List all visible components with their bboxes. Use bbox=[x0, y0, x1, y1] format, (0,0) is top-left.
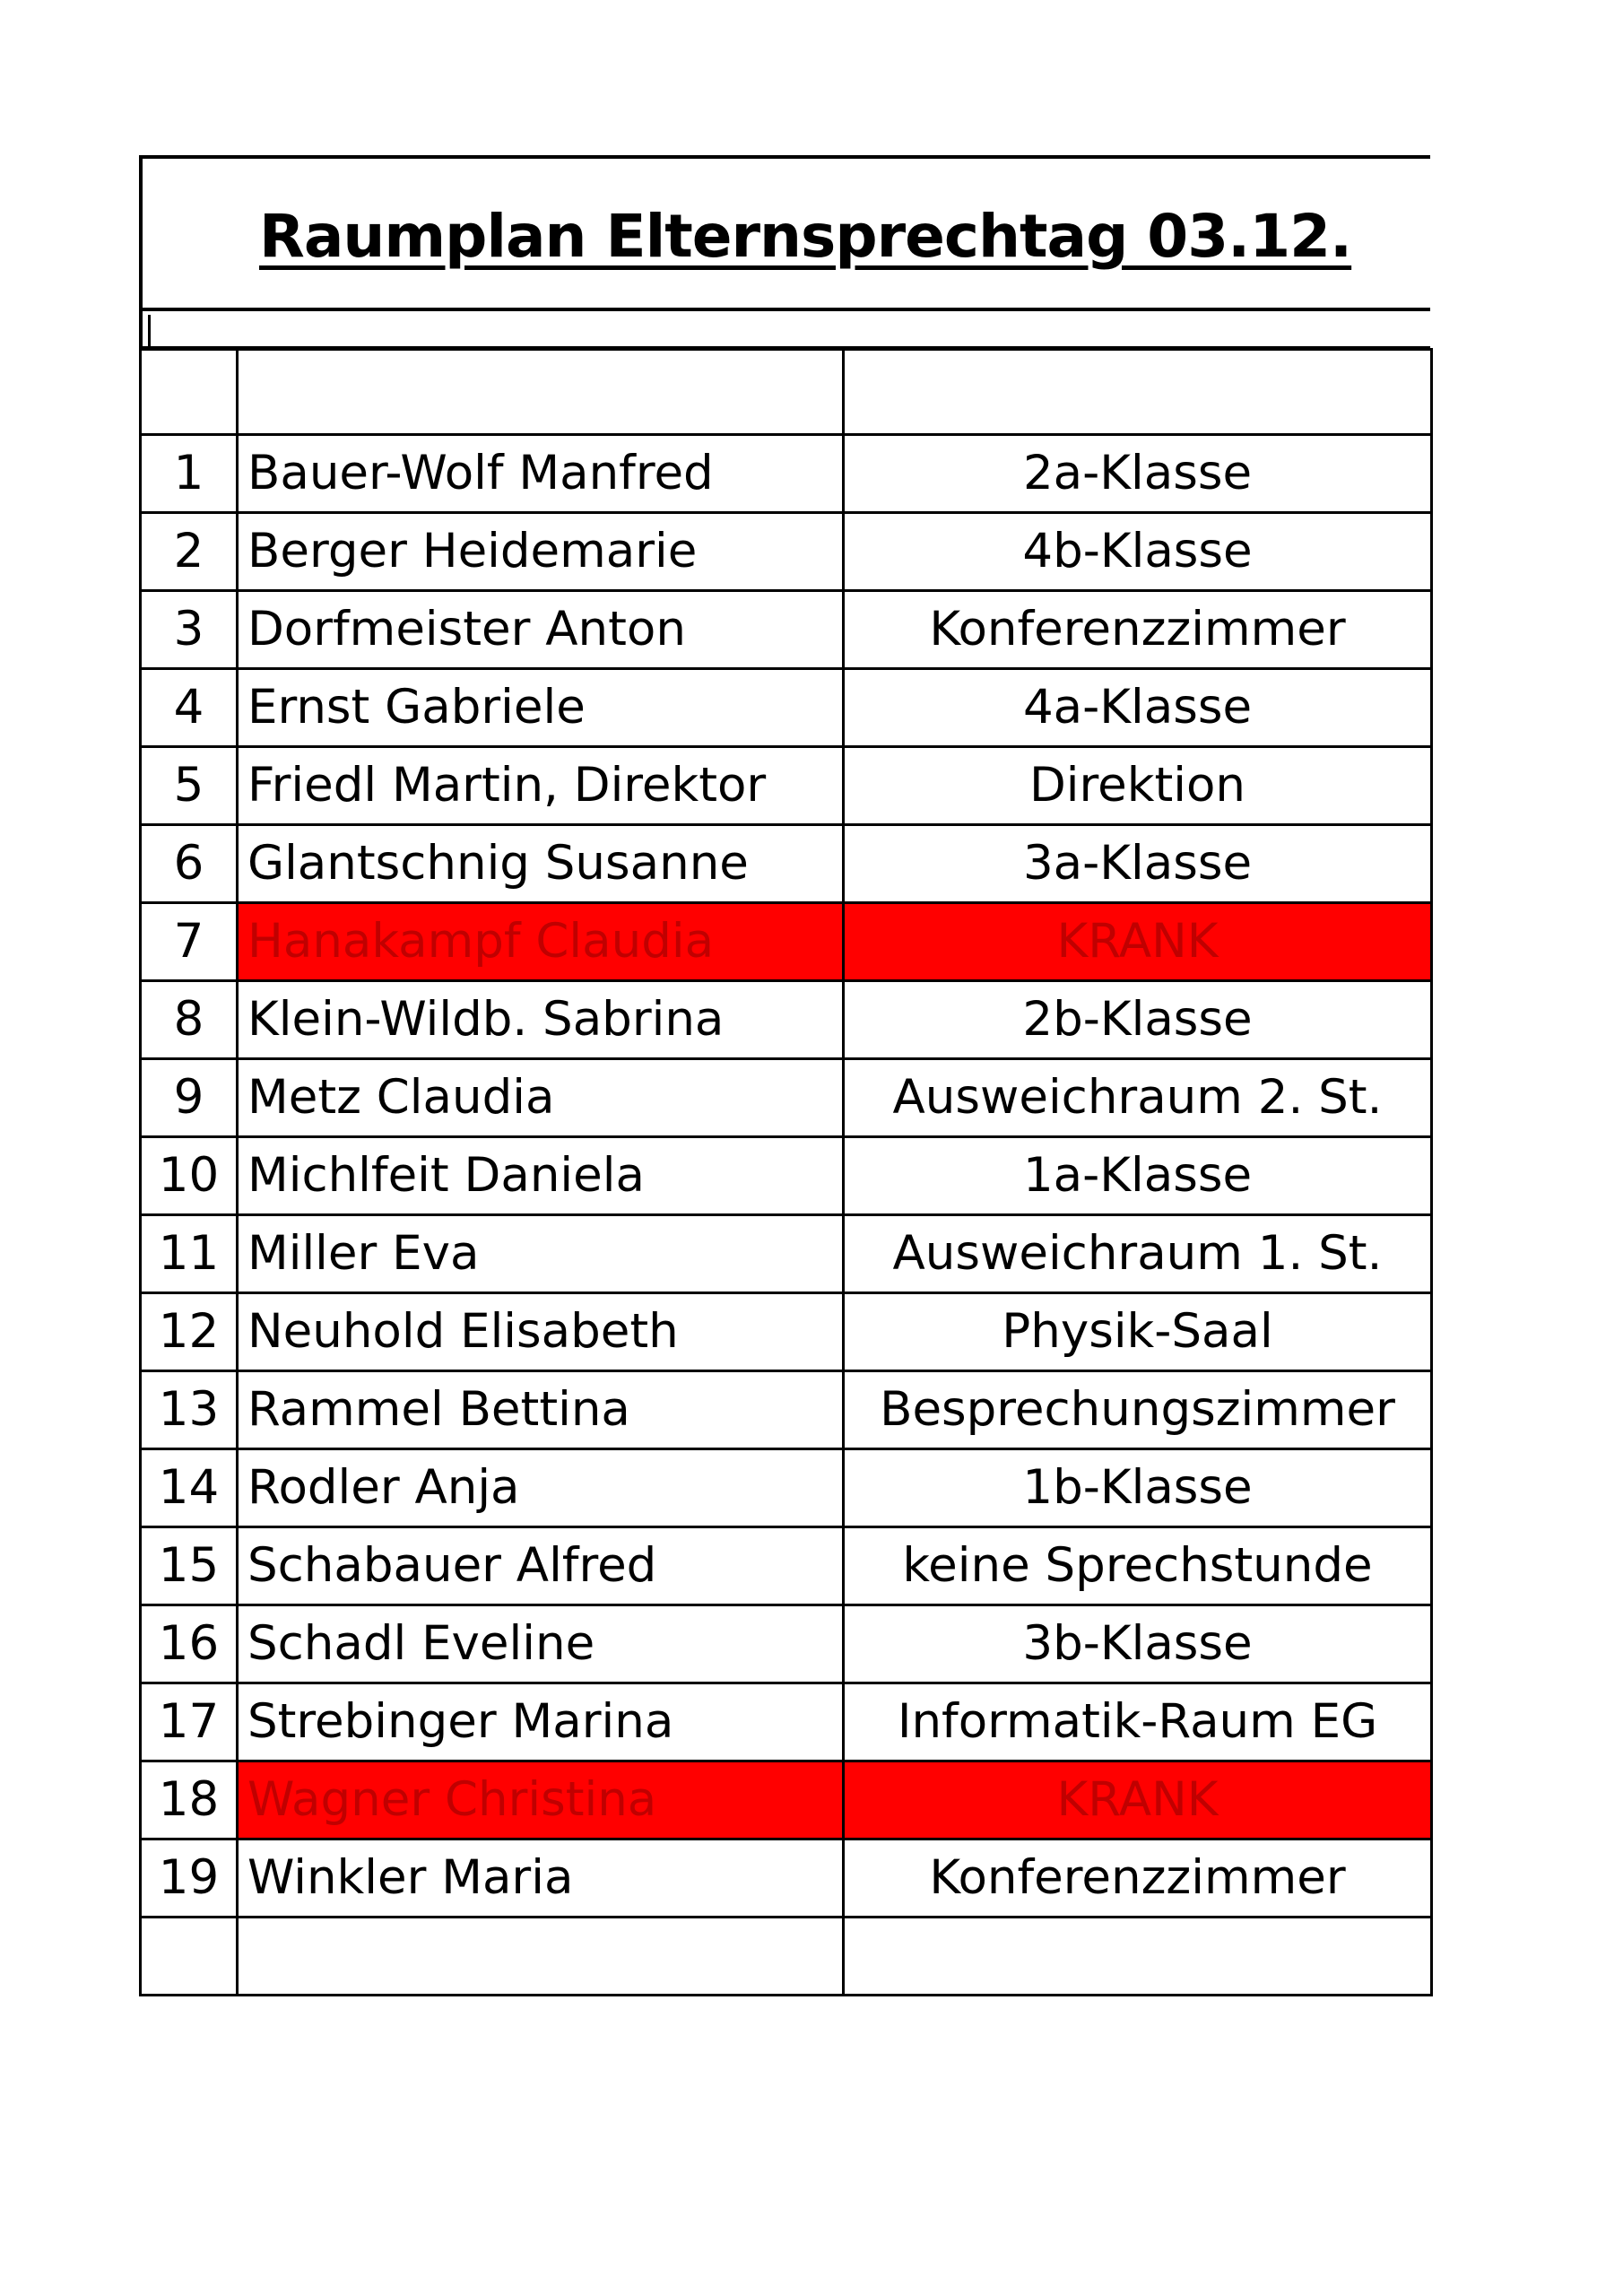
spacer-row bbox=[139, 308, 1430, 348]
header-cell-room bbox=[844, 350, 1432, 435]
room-cell: Konferenzzimmer bbox=[844, 591, 1432, 669]
row-number-cell: 19 bbox=[141, 1839, 238, 1918]
room-cell: KRANK bbox=[844, 1761, 1432, 1839]
teacher-name-cell: Miller Eva bbox=[238, 1215, 844, 1293]
teacher-name-cell: Schabauer Alfred bbox=[238, 1527, 844, 1605]
empty-table-row bbox=[141, 1918, 1432, 1996]
row-number-cell: 7 bbox=[141, 903, 238, 981]
teacher-name-cell: Winkler Maria bbox=[238, 1839, 844, 1918]
empty-cell bbox=[141, 1918, 238, 1996]
teacher-name-cell: Glantschnig Susanne bbox=[238, 825, 844, 903]
teacher-name-cell: Schadl Eveline bbox=[238, 1605, 844, 1683]
table-row bbox=[141, 825, 1432, 903]
table-body bbox=[141, 350, 1432, 1996]
table-row bbox=[141, 513, 1432, 591]
table-row bbox=[141, 435, 1432, 513]
teacher-name-cell: Ernst Gabriele bbox=[238, 669, 844, 747]
teacher-name-cell: Dorfmeister Anton bbox=[238, 591, 844, 669]
room-cell: 4b-Klasse bbox=[844, 513, 1432, 591]
teacher-name-cell: Friedl Martin, Direktor bbox=[238, 747, 844, 825]
room-cell: Ausweichraum 1. St. bbox=[844, 1215, 1432, 1293]
table-row bbox=[141, 1683, 1432, 1761]
table-row bbox=[141, 1605, 1432, 1683]
room-cell: Physik-Saal bbox=[844, 1293, 1432, 1371]
room-cell: 2b-Klasse bbox=[844, 981, 1432, 1059]
row-number-cell: 11 bbox=[141, 1215, 238, 1293]
teacher-name-cell: Strebinger Marina bbox=[238, 1683, 844, 1761]
title-cell bbox=[139, 155, 1430, 308]
row-number-cell: 8 bbox=[141, 981, 238, 1059]
row-number-cell: 15 bbox=[141, 1527, 238, 1605]
table-row bbox=[141, 1137, 1432, 1215]
header-cell-name bbox=[238, 350, 844, 435]
room-cell: 3a-Klasse bbox=[844, 825, 1432, 903]
teacher-name-cell: Neuhold Elisabeth bbox=[238, 1293, 844, 1371]
table-row bbox=[141, 1527, 1432, 1605]
room-cell: 1b-Klasse bbox=[844, 1449, 1432, 1527]
room-cell: keine Sprechstunde bbox=[844, 1527, 1432, 1605]
spreadsheet-page bbox=[139, 155, 1430, 1996]
table-row bbox=[141, 669, 1432, 747]
row-number-cell: 4 bbox=[141, 669, 238, 747]
room-cell: Ausweichraum 2. St. bbox=[844, 1059, 1432, 1137]
table-row bbox=[141, 1371, 1432, 1449]
room-cell: Informatik-Raum EG bbox=[844, 1683, 1432, 1761]
empty-cell bbox=[238, 1918, 844, 1996]
teacher-name-cell: Michlfeit Daniela bbox=[238, 1137, 844, 1215]
row-number-cell: 10 bbox=[141, 1137, 238, 1215]
teacher-name-cell: Wagner Christina bbox=[238, 1761, 844, 1839]
room-cell: 4a-Klasse bbox=[844, 669, 1432, 747]
teacher-name-cell: Berger Heidemarie bbox=[238, 513, 844, 591]
teacher-name-cell: Klein-Wildb. Sabrina bbox=[238, 981, 844, 1059]
table-row bbox=[141, 903, 1432, 981]
table-row bbox=[141, 1839, 1432, 1918]
row-number-cell: 14 bbox=[141, 1449, 238, 1527]
row-number-cell: 5 bbox=[141, 747, 238, 825]
room-cell: Konferenzzimmer bbox=[844, 1839, 1432, 1918]
table-row bbox=[141, 1761, 1432, 1839]
table-header-row bbox=[141, 350, 1432, 435]
table-row bbox=[141, 981, 1432, 1059]
teacher-name-cell: Hanakampf Claudia bbox=[238, 903, 844, 981]
room-cell: 1a-Klasse bbox=[844, 1137, 1432, 1215]
teacher-name-cell: Rammel Bettina bbox=[238, 1371, 844, 1449]
table-row bbox=[141, 747, 1432, 825]
room-cell: 2a-Klasse bbox=[844, 435, 1432, 513]
teacher-name-cell: Metz Claudia bbox=[238, 1059, 844, 1137]
header-cell-number bbox=[141, 350, 238, 435]
teacher-name-cell: Bauer-Wolf Manfred bbox=[238, 435, 844, 513]
room-cell: Direktion bbox=[844, 747, 1432, 825]
room-table bbox=[139, 348, 1433, 1996]
room-cell: Besprechungszimmer bbox=[844, 1371, 1432, 1449]
spacer-cell bbox=[148, 315, 1430, 346]
row-number-cell: 12 bbox=[141, 1293, 238, 1371]
row-number-cell: 1 bbox=[141, 435, 238, 513]
page-title: Raumplan Elternsprechtag 03.12. bbox=[259, 202, 1352, 271]
row-number-cell: 18 bbox=[141, 1761, 238, 1839]
teacher-name-cell: Rodler Anja bbox=[238, 1449, 844, 1527]
table-row bbox=[141, 1215, 1432, 1293]
empty-cell bbox=[844, 1918, 1432, 1996]
row-number-cell: 13 bbox=[141, 1371, 238, 1449]
table-row bbox=[141, 1293, 1432, 1371]
room-cell: KRANK bbox=[844, 903, 1432, 981]
row-number-cell: 2 bbox=[141, 513, 238, 591]
room-cell: 3b-Klasse bbox=[844, 1605, 1432, 1683]
table-row bbox=[141, 591, 1432, 669]
row-number-cell: 16 bbox=[141, 1605, 238, 1683]
row-number-cell: 3 bbox=[141, 591, 238, 669]
row-number-cell: 6 bbox=[141, 825, 238, 903]
table-row bbox=[141, 1059, 1432, 1137]
row-number-cell: 9 bbox=[141, 1059, 238, 1137]
row-number-cell: 17 bbox=[141, 1683, 238, 1761]
table-row bbox=[141, 1449, 1432, 1527]
